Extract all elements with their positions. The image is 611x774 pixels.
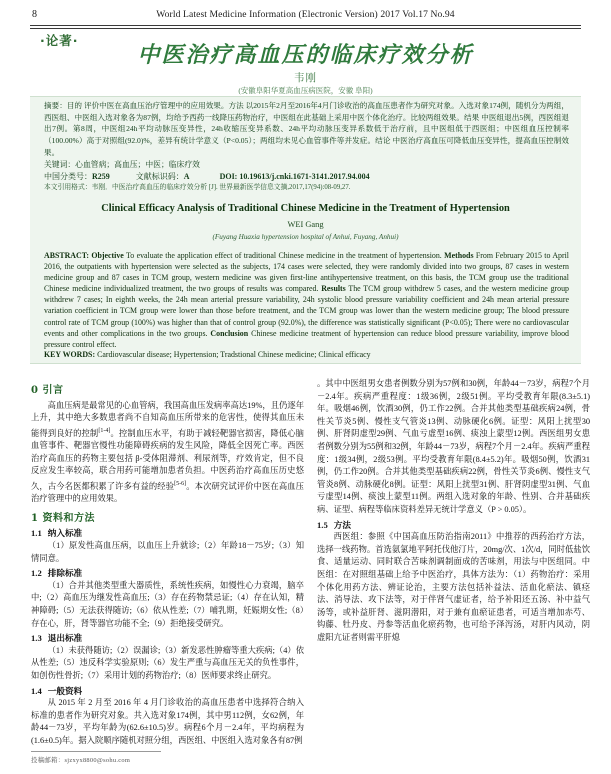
heading-1-5-number: 1.5: [317, 519, 328, 530]
heading-1-3-title: 退出标准: [47, 633, 83, 644]
heading-1-5: [317, 519, 590, 532]
intro-part-2: 。控制血压水平，有助于减轻靶器官损害，降低心脑血管事件、靶器官慢性功能障碍疾病的发生风险，降低全因死亡率。西医治疗高血压的药物主要包括 β-受体阻滞剂、利尿剂等，疗效肯定，但不良反应发生率较高，联合用药可能增加患者负担。中医药治疗高血压历史悠久，古今名医都积累了许多有益的经验: [31, 428, 304, 491]
keywords-en-text: Cardiovascular disease; Hypertension; Tradstional Chinese medicine; Clinical efficacy: [97, 350, 371, 359]
conclusion-text: Chinese medicine treatment of hypertension can reduce blood pressure variability, improve blood pressure control effect.: [44, 328, 569, 349]
journal-title: World Latest Medicine Information (Electronic Version) 2017 Vol.17 No.94: [156, 9, 455, 20]
heading-section-0: 0 引言: [31, 385, 64, 396]
heading-1-4-title: 一般资料: [47, 685, 83, 696]
conclusion-label: Conclusion: [210, 328, 249, 338]
header-rule: [30, 25, 581, 29]
classification-line: [44, 171, 569, 183]
footer-submission-email: 投稿邮箱：sjzxyx8800@sohu.com: [31, 757, 131, 764]
paragraph-inclusion-criteria: （1）原发性高血压病，以血压上升就诊;（2）年龄18－75岁;（3）知情同意。: [31, 541, 304, 563]
body-column-left: [31, 378, 304, 748]
affiliation-zh: (安徽阜阳华夏高血压病医院，安徽 阜阳): [238, 86, 373, 95]
heading-1-2-number: 1.2: [31, 568, 42, 579]
heading-1-3: [31, 632, 304, 645]
heading-1-4: [31, 685, 304, 698]
abstract-label: ABSTRACT:: [44, 251, 90, 260]
clc-label: 中国分类号：: [44, 172, 92, 181]
clc-value: R259: [92, 172, 110, 181]
abstract-zh: 摘要：目的 评价中医在高血压治疗管理中的应用效果。方法 以2015年2月至2016年4月门诊收治的高血压患者作为研究对象。入选对象174例，随机分为两组，西医组、中医组入选对象各为87例，均给予西药一线降压药物治疗，中医组在此基础上采用中医个体化治疗。比较两组效果。结果 中医组退出5例，西医组退出7例。第8周，中医组24h平均动脉压变异性，24h收缩压变异系数、24h平均动脉压变异系数低于治疗前，且中医组低于西医组；中医组血压控制率（100.00%）高于对照组(92.0)%，差异有统计学意义（P<0.05）；两组均未见心血管事件等并发症。结论 中医治疗高血压可降低血压变异性，提高血压控制效果。: [44, 101, 569, 157]
results-text: The TCM group withdrew 5 cases, and the western medicine group withdrew 7 cases; In eighth weeks, the 24h mean arterial pressure variability, 24h systolic blood pressure variability coefficient and 24h mean arterial pressure variation coefficient in TCM group were lower than those before treatment, and the TCM group was lower than the western medicine group; The blood pressure control rate of TCM group (100%) was higher than that of control group (92.0%), the difference was statistically significant (P<0.05); There were no cardiovascular events and other complications in the two groups.: [44, 284, 569, 338]
page-title: 中医治疗高血压的临床疗效分析: [137, 42, 474, 68]
paragraph-exclusion-criteria: （1）合并其他类型重大器质性，系统性疾病，如慢性心力衰竭，脑卒中;（2）高血压为继发性高血压;（3）存在药物禁忌证;（4）存在认知，精神障碍;（5）无法获得随访;（6）依从性差;（7）哺乳期，妊娠期女性;（8）存在心，肝，肾等器官功能不全;（9）拒绝接受研究。: [31, 580, 304, 628]
doi-label: DOI:: [219, 172, 238, 181]
paragraph-general-data-continued: 。其中中医组男女患者例数分别为57例和30例，年龄44－73岁，病程7个月－2.4年。疾病严重程度：1级36例，2级51例。平均受教育年限(8.3±5.1)年。吸烟46例，饮酒30例，仍工作22例。合并其他类型基础疾病24例，骨性关节炎5例、慢性支气管炎13例、动脉硬化6例。证型：风阳上扰型30例、肝肾阴虚型29例、气血亏虚型16例、痰浊上蒙型12例。西医组男女患者例数分别为55例和32例，年龄44－73岁，病程7个月－2.4年。疾病严重程度：1级34例，2级53例。平均受教育年限(8.4±5.2)年。吸烟50例，饮酒31例，仍工作20例。合并其他类型基础疾病22例，骨性关节炎6例、慢性支气管炎8例、动脉硬化8例。证型：风阳上扰型31例、肝肾阴虚型31例、气血亏虚型14例、痰浊上蒙型11例。两组入选对象的年龄、性别、合并基础疾病、证型、病程等临床资料差异无统计学意义（P > 0.05）。: [317, 379, 590, 514]
keywords-zh: 关键词：心血管病；高血压；中医；临床疗效: [44, 160, 200, 169]
heading-1-3-number: 1.3: [31, 633, 42, 644]
heading-1-1: [31, 527, 304, 540]
abstract-en: [44, 250, 569, 350]
heading-1-2-title: 排除标准: [47, 568, 83, 579]
methods-label: Methods: [444, 251, 474, 260]
paragraph-general-data-start: 从 2015 年 2 月至 2016 年 4 月门诊收治的高血压患者中选择符合纳入标准的患者作为研究对象。共入选对象174例，其中男112例，女62例，年龄44－73岁，平均年龄为(62.6±10.5)岁。病程6个月－2.4年，平均病程为(1.6±0.5)年。据入院顺序随机对照分组，西医组、中医组入选对象各有87例: [31, 698, 304, 745]
intro-part-1: 高血压病是最常见的心血管病，我国高血压发病率高达19%，且仍逐年上升，其中绝大多数患者尚不自知高血压所带来的危害性，使得其血压未能得到良好的控制: [31, 400, 304, 438]
article-type-mark: ·论著·: [40, 33, 79, 48]
author-name-en: WEI Gang: [287, 220, 324, 229]
results-label: Results: [321, 284, 346, 294]
doi-value[interactable]: 10.19613/j.cnki.1671-3141.2017.94.004: [239, 172, 370, 181]
heading-1-2: [31, 567, 304, 580]
heading-1-5-title: 方法: [333, 519, 351, 530]
running-head: [32, 9, 579, 25]
body-column-right: [317, 378, 590, 644]
heading-section-1: 1 资料和方法: [31, 512, 95, 524]
keywords-en: [44, 349, 569, 360]
paragraph-methods: 西医组：参照《中国高血压防治指南2011》中推荐的西药治疗方法，选择一线药物。首选氨氯地平阿托伐他汀片，20mg/次、1次/d，同时低盐饮食、适量运动、同时联合苦味剂调制面成的苦味剂，用法与中医组同。中医组：在对照组基础上给予中医治疗，具体方法为：（1）药物治疗：采用个体化用药方法、辨证论治，主要方法包括补益法、活血化瘀法、镇痉法、消导法、攻下法等，对于伴肾气虚证者，给予补阳还五汤、补中益气汤等，或补益肝肾、滋阴潜阳，对于兼有血瘀证患者，可适当增加赤芍、钩藤、牡丹皮、丹参等活血化瘀药物，也可给予泽泻汤，对肝内风动，阴虚阳亢证者则需平肝熄: [317, 532, 590, 642]
reference-marker-2: [5-6]: [174, 480, 187, 487]
intro-part-3: 。本次研究试评价中医在高血压治疗管理中的应用效果。: [31, 481, 304, 504]
reference-marker-1: [1-4]: [98, 427, 111, 434]
paragraph-intro: [31, 400, 304, 506]
english-title: Clinical Efficacy Analysis of Traditional Chinese Medicine in the Treatment of Hypertension: [101, 203, 510, 214]
objective-text: To evaluate the application effect of traditional Chinese medicine in the treatment of hypertension.: [126, 251, 442, 260]
affiliation-en: (Fuyang Huaxia hypertension hospital of Anhui, Fuyang, Anhui): [212, 233, 399, 241]
heading-1-1-title: 纳入标准: [47, 528, 83, 539]
methods-text: From February 2015 to April 2016, the outpatients with hypertension were selected as the subjects, 174 cases were selected, they were randomly divided into two groups, 87 cases in western medicine group and 87 cases in TCM group, western medicine was given first-line antihypertensive treatment, on this basis, the TCM group use the traditional Chinese medicine individualized treatment, the two groups of results was compared.: [44, 251, 569, 294]
objective-label: Objective: [91, 251, 124, 260]
page-number: 8: [32, 9, 38, 20]
heading-1-1-number: 1.1: [31, 528, 42, 539]
paragraph-withdrawal-criteria: （1）未获得随访;（2）误漏诊;（3）新发恶性肿瘤等重大疾病;（4）依从性差;（5）违反科学实验原则;（6）发生严重与高血压无关的负性事件，如创伤性骨折;（7）采用计划的药物治疗;（8）医师要求终止研究。: [31, 645, 304, 680]
document-code-value: A: [183, 172, 190, 181]
keywords-en-label: KEY WORDS:: [44, 350, 96, 359]
heading-1-4-number: 1.4: [31, 685, 42, 696]
document-code-label: 文献标识码：: [135, 172, 184, 181]
author-name-zh: 韦刚: [294, 73, 317, 84]
citation-line: 本文引用格式：韦刚．中医治疗高血压的临床疗效分析 [J]. 世界最新医学信息文摘,2017,17(94):08-09,27.: [44, 184, 351, 191]
footer-rule: [31, 751, 161, 752]
